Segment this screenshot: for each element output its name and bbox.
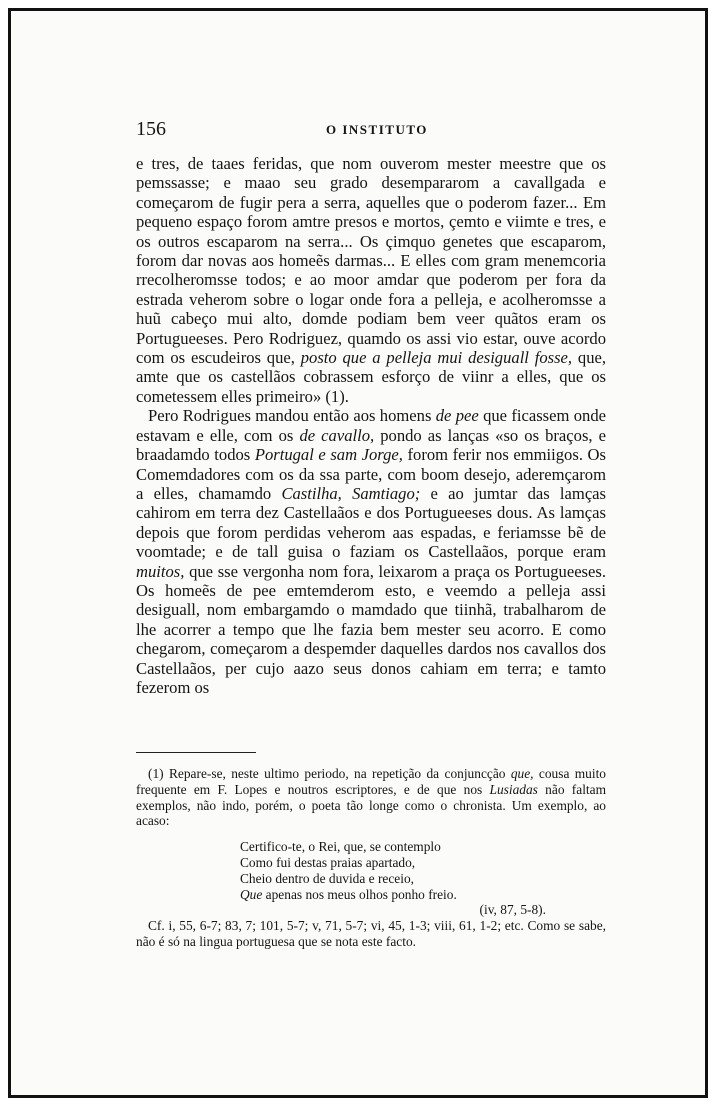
body-text: [136, 154, 606, 697]
verse-line: Como fui destas praias apartado,: [240, 854, 416, 870]
footnote-intro-i1: que,: [510, 766, 534, 781]
paragraph-2-i2: de cavallo,: [299, 425, 375, 445]
paragraph-2-d: forom ferir nos emmiigos. Os Comemdadores com os da ssa parte, com boom desejo, aderemçarom a elles, chamamdo: [136, 445, 606, 503]
footnote-intro-i2: Lusiadas: [489, 781, 538, 797]
paragraph-2-e: e ao jumtar das lamças cahirom em terra dez Castellaãos e dos Portugueeses dous. As lamças depois que forom perdidas veherom aas espadas, e feriamsse bẽ de voomtade; e de tall guisa o faziam os Castellaãos, porque eram: [136, 483, 607, 562]
footnote-1: [136, 766, 606, 829]
footnote-intro-b: cousa muito frequente em F. Lopes e noutros escriptores, e de que nos: [136, 766, 606, 797]
paragraph-2: [136, 406, 606, 697]
paragraph-2-i5: muitos,: [136, 561, 185, 581]
footnote-intro-c: não faltam exemplos, não indo, porém, o poeta tão longe como o chronista. Um exemplo, ao acaso:: [136, 781, 607, 829]
running-head: O INSTITUTO: [326, 122, 428, 137]
paragraph-1: [136, 154, 606, 406]
paragraph-1-text: e tres, de taaes feridas, que nom ouverom mester meestre que os pemssasse; e maao seu grado desempararom a cavallgada e começarom de fugir pera a serra, aquelles que o poderom fazer... Em pequeno espaço forom amtre presos e mortos, çemto e viimte e tres, e os outros escaparom na serra... Os çimquo genetes que escaparom, forom dar novas aos homeẽs darmas... E elles com gram menemcoria rrecolheromsse todos; e ao moor amdar que poderom per fora da estrada veherom sobre o logar onde fora a pelleja, e acolheromsse a huũ cabeço mui alto, domde podiam bem veer quãtos eram os Portugueeses. Pero Rodriguez, quamdo os assi vio estar, ouve acordo com os escudeiros que,: [136, 154, 606, 368]
paragraph-2-f: que sse vergonha nom fora, leixarom a praça os Portugueeses. Os homeẽs de pee emtemderom esto, e veemdo a pelleja assi desiguall, nom embargamdo o mamdado que tiinhã, trabalharom de lhe acorrer a tempo que lhe fazia bem mester seu acorro. E como chegarom, começarom a despemder daquelles dardos nos cavallos dos Castellaãos, per cujo aazo seus donos cahiam em terra; e tamto fezerom os: [136, 561, 606, 697]
footnotes: [136, 766, 606, 950]
page-number: 156: [136, 118, 166, 140]
verse-line: [240, 887, 606, 903]
verse-line: Certifico-te, o Rei, que, se contemplo: [240, 839, 441, 855]
verse-line-italic: Que: [240, 886, 263, 902]
paragraph-2-i4: Castilha, Samtiago;: [281, 483, 421, 503]
verse-quote: [240, 839, 606, 902]
paragraph-2-b: que ficassem onde estavam e elle, com os: [136, 406, 606, 445]
page-header: [136, 118, 606, 142]
verse-reference: (iv, 87, 5-8).: [479, 902, 546, 918]
paragraph-1-italic: posto que a pelleja mui desiguall fosse,: [300, 348, 573, 368]
footnote-rule: [136, 752, 256, 753]
footnote-intro-a: (1) Repare-se, neste ultimo periodo, na repetição da conjuncção: [148, 766, 511, 781]
paragraph-2-a: Pero Rodrigues mandou então aos homens: [148, 406, 436, 426]
footnote-tail: Cf. i, 55, 6-7; 83, 7; 101, 5-7; v, 71, 5-7; vi, 45, 1-3; viii, 61, 1-2; etc. Como se sabe, não é só na lingua portuguesa que se nota este facto.: [136, 918, 606, 949]
verse-line: Cheio dentro de duvida e receio,: [240, 870, 415, 886]
paragraph-2-i3: Portugal e sam Jorge,: [254, 445, 403, 465]
paragraph-2-i1: de pee: [435, 406, 479, 426]
verse-line-text: apenas nos meus olhos ponho freio.: [262, 886, 457, 902]
paragraph-1-end: que, amte que os castellãos cobrassem esforço de viinr a elles, que os cometessem elles primeiro» (1).: [136, 348, 607, 406]
paragraph-2-c: pondo as lanças «so os braços, e braadamdo todos: [136, 425, 606, 465]
